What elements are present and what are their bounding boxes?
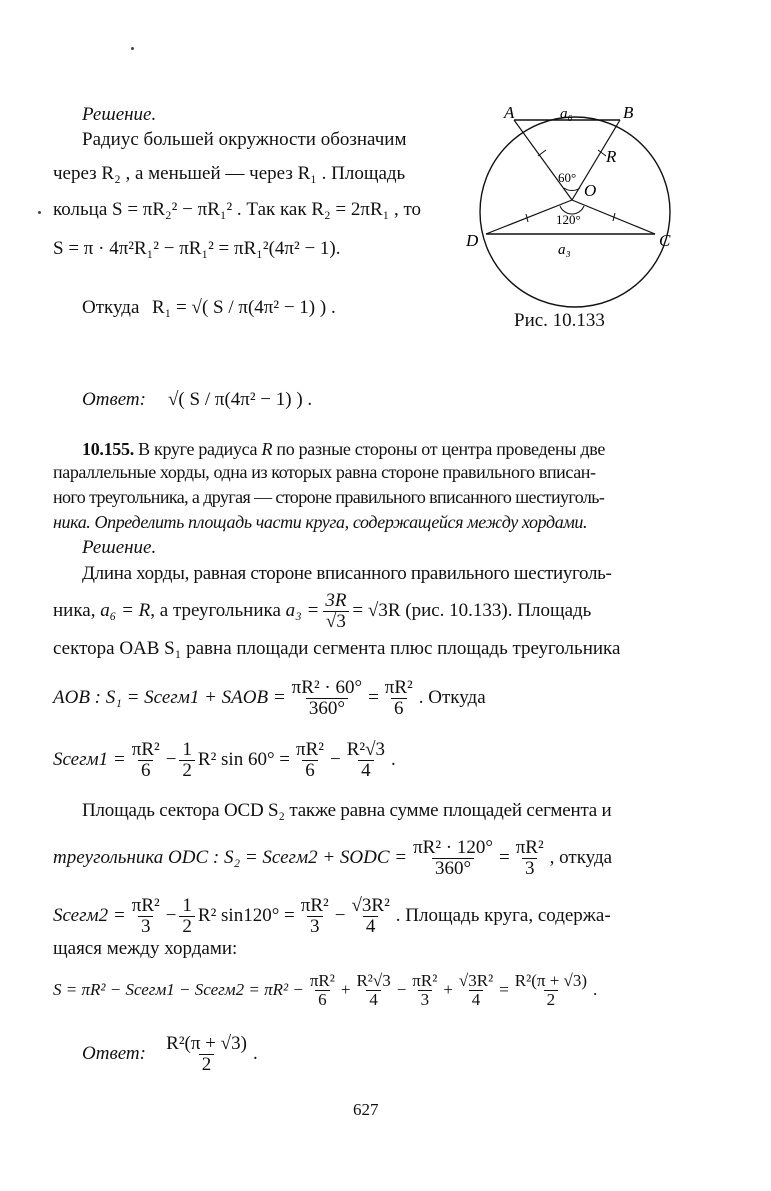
answer-label: Ответ:: [82, 1043, 146, 1064]
fraction: $\frac{\text{R²(π + √3)}}{2}$: [166, 1032, 247, 1075]
label-d: D: [466, 231, 479, 250]
text-span: S = πR² − Sсегм1 − Sсегм2 = πR² −: [53, 980, 304, 999]
text-span: =: [498, 847, 510, 868]
problem-var-r: R: [261, 439, 273, 459]
answer-line: [82, 1026, 258, 1082]
solution-line: Площадь сектора OCD S₂ также равна сумме площадей сегмента и: [82, 800, 612, 821]
solution-line: Длина хорды, равная стороне вписанного правильного шестиуголь-: [82, 563, 612, 584]
fraction: $\frac{3R}{√3}$: [322, 591, 349, 632]
fraction: $\frac{1}{2}$: [179, 740, 195, 781]
math-a6: a₆ = R: [100, 600, 151, 621]
label-angle60: 60°: [558, 170, 577, 185]
page-number: 627: [353, 1100, 379, 1119]
text-span: . Откуда: [418, 687, 486, 708]
text-span: −: [165, 905, 177, 926]
whence-formula: R₁ = √( S / π(4π² − 1) ) .: [152, 297, 336, 318]
text-span: Sсегм1 =: [53, 749, 126, 770]
fraction: $\frac{\text{πR² · 60°}}{360^\circ}$: [291, 676, 363, 719]
text-span: .: [252, 1043, 258, 1064]
figure-caption: Рис. 10.133: [514, 310, 605, 331]
solution-formula: S = π · 4π²R₁² − πR₁² = πR₁²(4π² − 1).: [53, 238, 341, 259]
formula-line: [53, 734, 396, 786]
text-span: =: [368, 687, 379, 708]
label-o: O: [584, 181, 597, 200]
text-span: Sсегм2 =: [53, 905, 126, 926]
text-span: +: [340, 980, 351, 999]
circle-figure: [460, 100, 690, 310]
text-span: .: [593, 980, 598, 999]
label-a3: a₃: [558, 242, 571, 258]
text-span: ника,: [53, 600, 96, 621]
text-span: R² sin 60° =: [197, 749, 291, 770]
label-b: B: [623, 103, 634, 122]
solution-line: сектора OAB S₁ равна площади сегмента плюс площадь треугольника: [53, 638, 621, 659]
fraction: $\frac{\text{πR²}}{6}$: [131, 738, 160, 781]
fraction: $\frac{\text{√3R²}}{4}$: [458, 970, 494, 1009]
problem-statement: [82, 437, 722, 461]
solution-line: щаяся между хордами:: [53, 938, 238, 959]
print-speck: [38, 211, 41, 214]
problem-line: параллельные хорды, одна из которых равна стороне правильного вписан-: [53, 462, 596, 482]
text-span: треугольника ODC : S₂ = Sсегм2 + SODC =: [53, 847, 408, 868]
formula-line: [53, 832, 612, 884]
label-r: R: [606, 147, 617, 166]
text-span: , откуда: [549, 847, 613, 868]
fraction: $\frac{\text{πR²}}{3}$: [131, 894, 160, 937]
fraction: $\frac{\text{πR²}}{6}$: [296, 738, 324, 781]
text-span: R² sin120° =: [197, 905, 295, 926]
label-a: A: [504, 103, 515, 122]
fraction: $\frac{\text{πR²}}{6}$: [309, 970, 335, 1009]
text-span: =: [499, 980, 509, 999]
problem-text: по разные стороны от центра проведены две: [276, 439, 606, 459]
text-span: = √3R (рис. 10.133). Площадь: [352, 600, 592, 621]
text-span: +: [443, 980, 453, 999]
text-span: .: [391, 749, 396, 770]
text-span: −: [330, 749, 341, 770]
problem-line: ного треугольника, а другая — стороне правильного вписанного шестиуголь-: [53, 487, 605, 507]
fraction: $\frac{\text{πR²}}{6}$: [384, 676, 413, 719]
fraction: $\frac{\text{√3R²}}{4}$: [351, 894, 390, 937]
fraction: $\frac{\text{R²√3}}{4}$: [346, 738, 386, 781]
answer-label: Ответ:: [82, 389, 146, 410]
math-a3: a₃ =: [285, 600, 320, 621]
fraction: $\frac{\text{πR² · 120°}}{360^\circ}$: [413, 836, 493, 879]
radius-oa: [514, 120, 572, 200]
problem-number: 10.155.: [82, 439, 134, 459]
text-span: −: [165, 749, 177, 770]
solution-heading: Решение.: [82, 537, 157, 558]
problem-line: ника. Определить площадь части круга, содержащейся между хордами.: [53, 512, 588, 532]
formula-line: [53, 586, 591, 636]
label-c: C: [659, 231, 671, 250]
solution-line: кольца S = πR₂² − πR₁² . Так как R₂ = 2πR₁ , то: [53, 199, 422, 220]
text-span: . Площадь круга, содержа-: [395, 905, 611, 926]
text-span: −: [396, 980, 407, 999]
solution-line: через R₂ , а меньшей — через R₁ . Площадь: [53, 163, 406, 184]
whence-label: Откуда: [82, 297, 140, 318]
solution-line: Радиус большей окружности обозначим: [82, 129, 407, 150]
fraction: $\frac{\text{πR²}}{3}$: [412, 970, 438, 1009]
print-speck: [131, 47, 134, 50]
label-angle120: 120°: [556, 212, 581, 227]
fraction: $\frac{1}{2}$: [179, 896, 195, 937]
fraction: $\frac{\text{πR²}}{3}$: [515, 836, 544, 879]
problem-text: В круге радиуса: [138, 439, 258, 459]
fraction: $\frac{\text{πR²}}{3}$: [300, 894, 329, 937]
text-span: AOB : S₁ = Sсегм1 + SAOB =: [53, 687, 286, 708]
label-a6: a₆: [560, 106, 573, 122]
solution-heading: Решение.: [82, 104, 157, 125]
text-span: , а треугольника: [150, 600, 281, 621]
text-span: −: [334, 905, 346, 926]
tick-mark: [538, 150, 546, 156]
fraction: $\frac{\text{R²√3}}{4}$: [356, 970, 391, 1009]
formula-line: [53, 672, 486, 724]
formula-line: [53, 964, 597, 1016]
answer-formula: √( S / π(4π² − 1) ) .: [168, 389, 313, 410]
formula-line: [53, 890, 611, 942]
fraction: $\frac{\text{R²(π + √3)}}{2}$: [514, 970, 588, 1009]
